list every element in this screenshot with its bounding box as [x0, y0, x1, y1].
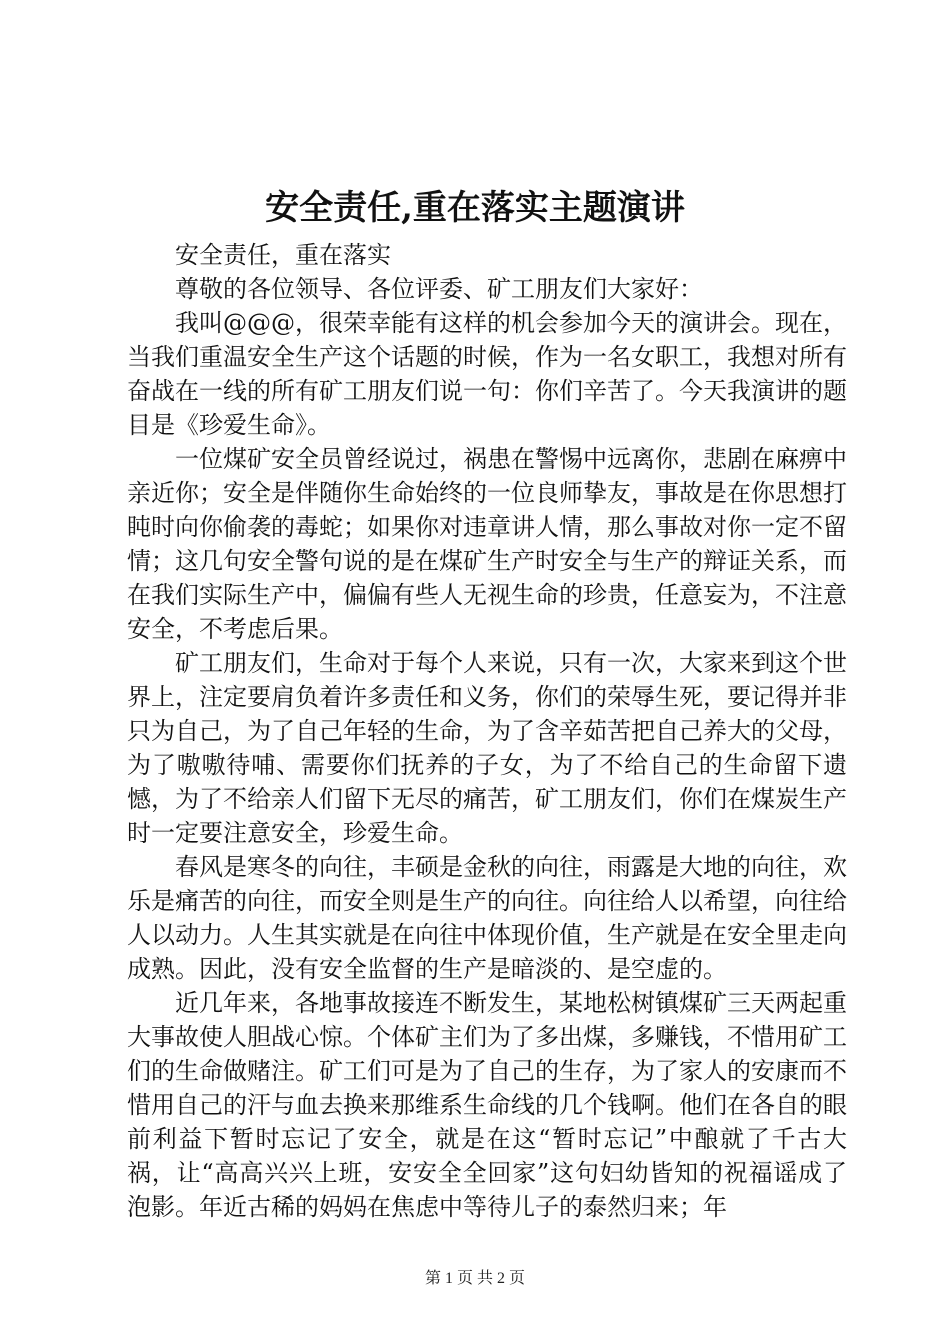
paragraph-greeting: 尊敬的各位领导、各位评委、矿工朋友们大家好：	[175, 275, 703, 303]
paragraph-subtitle: 安全责任，重在落实	[175, 241, 391, 269]
document-body	[127, 238, 847, 1224]
document-title: 安全责任,重在落实主题演讲	[265, 188, 685, 228]
paragraph-accidents: 近几年来，各地事故接连不断发生，某地松树镇煤矿三天两起重大事故使人胆战心惊。个体矿主们为了多出煤，多赚钱，不惜用矿工们的生命做赌注。矿工们可是为了自己的生存，为了家人的安康而不惜用自己的汗与血去换来那维系生命线的几个钱啊。他们在各自的眼前利益下暂时忘记了安全，就是在这“暂时忘记”中酿就了千古大祸，让“高高兴兴上班，安安全全回家”这句妇幼皆知的祝福谣成了泡影。年近古稀的妈妈在焦虑中等待儿子的泰然归来；年	[127, 989, 847, 1221]
paragraph-intro: 我叫@@@，很荣幸能有这样的机会参加今天的演讲会。现在，当我们重温安全生产这个话题的时候，作为一名女职工，我想对所有奋战在一线的所有矿工朋友们说一句：你们辛苦了。今天我演讲的题目是《珍爱生命》。	[127, 309, 847, 439]
paragraph-safety-officer: 一位煤矿安全员曾经说过，祸患在警惕中远离你，悲剧在麻痹中亲近你；安全是伴随你生命始终的一位良师挚友，事故是在你思想打盹时向你偷袭的毒蛇；如果你对违章讲人情，那么事故对你一定不留情；这几句安全警句说的是在煤矿生产时安全与生产的辩证关系，而在我们实际生产中，偏偏有些人无视生命的珍贵，任意妄为，不注意安全，不考虑后果。	[127, 445, 847, 643]
paragraph-aspiration: 春风是寒冬的向往，丰硕是金秋的向往，雨露是大地的向往，欢乐是痛苦的向往，而安全则是生产的向往。向往给人以希望，向往给人以动力。人生其实就是在向往中体现价值，生产就是在安全里走向成熟。因此，没有安全监督的生产是暗淡的、是空虚的。	[127, 853, 847, 983]
paragraph-miners-life: 矿工朋友们，生命对于每个人来说，只有一次，大家来到这个世界上，注定要肩负着许多责任和义务，你们的荣辱生死，要记得并非只为自己，为了自己年轻的生命，为了含辛茹苦把自己养大的父母，为了嗷嗷待哺、需要你们抚养的子女，为了不给自己的生命留下遗憾，为了不给亲人们留下无尽的痛苦，矿工朋友们，你们在煤炭生产时一定要注意安全，珍爱生命。	[127, 649, 847, 847]
page-footer: 第 1 页 共 2 页	[424, 1270, 525, 1287]
